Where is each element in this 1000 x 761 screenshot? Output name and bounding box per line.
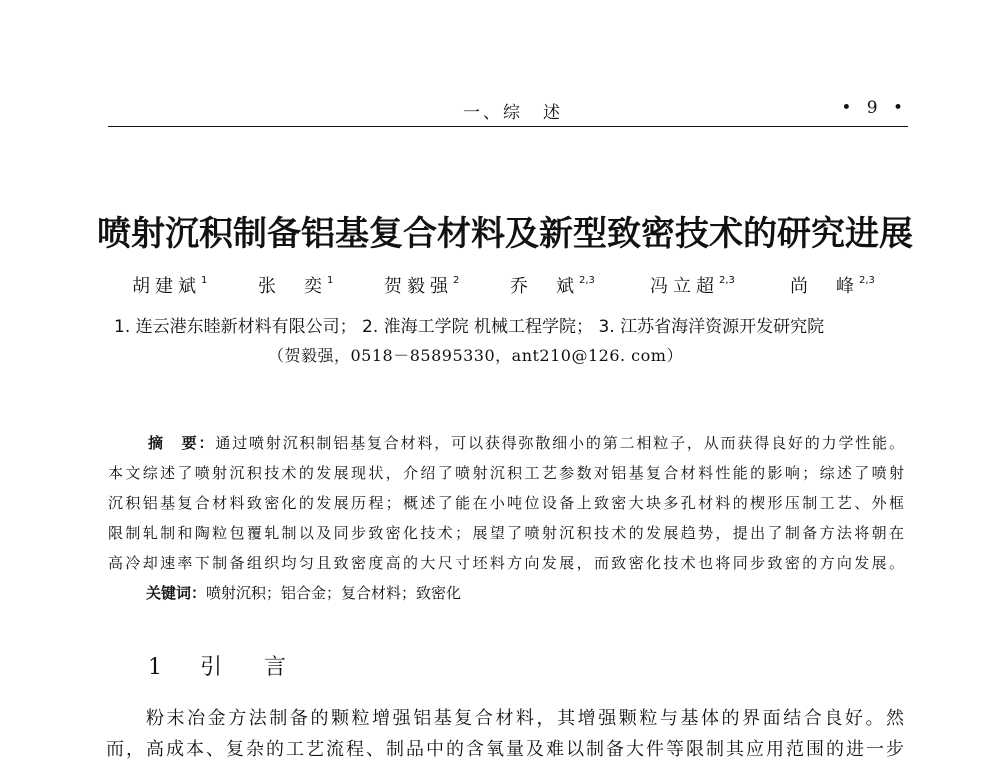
abstract-line: 高冷却速率下制备组织均匀且致密度高的大尺寸坯料方向发展，而致密化技术也将同步致密的方向发展。: [108, 554, 904, 572]
author-name: 尚 峰: [790, 276, 859, 297]
abstract-line: [148, 432, 904, 453]
author-affiliation-mark: 2,3: [719, 275, 735, 286]
author-3: [384, 272, 459, 298]
author-affiliation-mark: 2,3: [859, 275, 875, 286]
affiliations: 1. 连云港东睦新材料有限公司； 2. 淮海工学院 机械工程学院； 3. 江苏省海洋资源开发研究院: [114, 317, 825, 337]
section-number: 1: [148, 655, 172, 680]
corresponding-contact: （贺毅强，0518－85895330，ant210@126. com）: [268, 346, 683, 365]
keywords-label: 关键词：: [146, 584, 207, 602]
running-header-section: 一、综 述: [463, 103, 563, 123]
author-name: 胡建斌: [132, 276, 201, 297]
author-affiliation-mark: 2: [453, 275, 460, 286]
section-heading: [148, 650, 296, 681]
abstract-line: 限制轧制和陶粒包覆轧制以及同步致密化技术；展望了喷射沉积技术的发展趋势，提出了制备方法将朝在: [108, 524, 904, 542]
abstract-line: 本文综述了喷射沉积技术的发展现状，介绍了喷射沉积工艺参数对铝基复合材料性能的影响；综述了喷射: [108, 464, 904, 482]
section-title: 引 言: [200, 655, 297, 680]
author-name: 冯立超: [650, 276, 719, 297]
author-name: 贺毅强: [384, 276, 453, 297]
abstract-text: 通过喷射沉积制铝基复合材料，可以获得弥散细小的第二相粒子，从而获得良好的力学性能。: [215, 434, 904, 452]
author-2: [258, 272, 333, 298]
header-rule: [108, 126, 908, 127]
author-affiliation-mark: 1: [201, 275, 208, 286]
keywords: [146, 582, 461, 603]
body-text-line: 粉末冶金方法制备的颗粒增强铝基复合材料，其增强颗粒与基体的界面结合良好。然: [146, 708, 904, 729]
author-4: [510, 272, 595, 298]
keywords-text: 喷射沉积；铝合金；复合材料；致密化: [206, 584, 462, 602]
author-5: [650, 272, 735, 298]
body-text-line: 而，高成本、复杂的工艺流程、制品中的含氧量及难以制备大件等限制其应用范围的进一步: [106, 739, 904, 760]
author-6: [790, 272, 875, 298]
author-affiliation-mark: 2,3: [579, 275, 595, 286]
author-name: 张 奕: [258, 276, 327, 297]
author-1: [132, 272, 207, 298]
author-name: 乔 斌: [510, 276, 579, 297]
paper-title: 喷射沉积制备铝基复合材料及新型致密技术的研究进展: [97, 214, 913, 254]
abstract-label: 摘 要：: [148, 434, 216, 452]
page-number: • 9 •: [841, 98, 908, 118]
author-affiliation-mark: 1: [327, 275, 334, 286]
abstract-line: 沉积铝基复合材料致密化的发展历程；概述了能在小吨位设备上致密大块多孔材料的楔形压制工艺、外框: [108, 494, 904, 512]
